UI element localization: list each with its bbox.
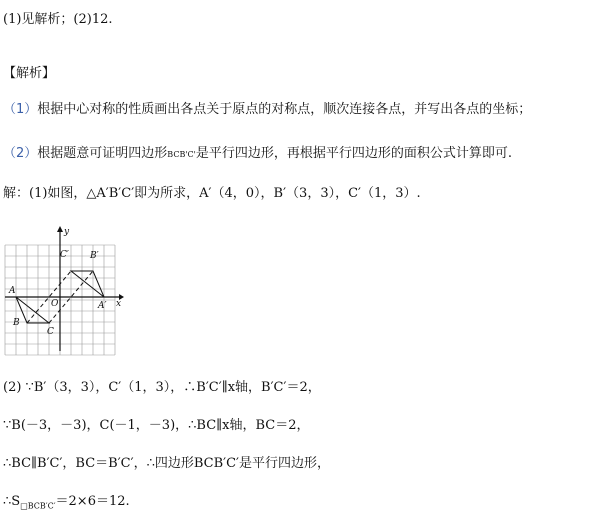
- step-2-line-2: ∵B(－3，－3)，C(－1，－3)，∴BC∥x轴，BC＝2，: [3, 418, 310, 433]
- triangle-a-prime-b-prime-c-prime: [71, 271, 104, 297]
- step-2-line-3: ∴BC∥B′C′，BC＝B′C′，∴四边形BCB′C′是平行四边形，: [3, 456, 330, 471]
- step-2-line-1: (2) ∵B′（3，3），C′（1，3），∴B′C′∥x轴，B′C′＝2，: [3, 380, 321, 395]
- x-axis-label: x: [116, 299, 122, 309]
- hint-2-marker: （2）: [3, 146, 38, 161]
- y-axis-label: y: [64, 227, 70, 237]
- point-b-label: B: [13, 318, 20, 328]
- answer-line: (1)见解析；(2)12.: [3, 12, 113, 27]
- point-a-label: A: [9, 286, 16, 296]
- area-prefix: ∴S: [3, 494, 21, 509]
- y-axis-arrow: [57, 226, 63, 232]
- solution-line: 解：(1)如图，△A′B′C′即为所求，A′（4，0），B′（3，3），C′（1，3）.: [3, 186, 421, 201]
- point-a-prime-label: A′: [98, 301, 107, 311]
- section-heading: 【解析】: [3, 66, 56, 81]
- triangle-abc: [16, 297, 49, 323]
- point-c-prime-label: C′: [60, 250, 69, 260]
- point-c-label: C: [47, 327, 54, 337]
- hint-1: [3, 98, 531, 117]
- step-2-line-4: [3, 490, 130, 511]
- hint-2-text-a: 根据题意可证明四边形: [37, 146, 168, 161]
- origin-label: O: [51, 299, 59, 309]
- coordinate-figure: [0, 226, 130, 356]
- hint-1-marker: （1）: [3, 102, 38, 117]
- area-result: ＝2×6＝12.: [55, 494, 130, 509]
- hint-2-quad: BCB'C': [167, 150, 196, 159]
- point-b-prime-label: B′: [90, 251, 99, 261]
- hint-2: [3, 142, 512, 161]
- hint-2-text-b: 是平行四边形，再根据平行四边形的面积公式计算即可.: [195, 146, 512, 161]
- hint-1-text: 根据中心对称的性质画出各点关于原点的对称点，顺次连接各点，并写出各点的坐标；: [37, 102, 532, 117]
- area-subscript: □BCB′C′: [20, 501, 56, 511]
